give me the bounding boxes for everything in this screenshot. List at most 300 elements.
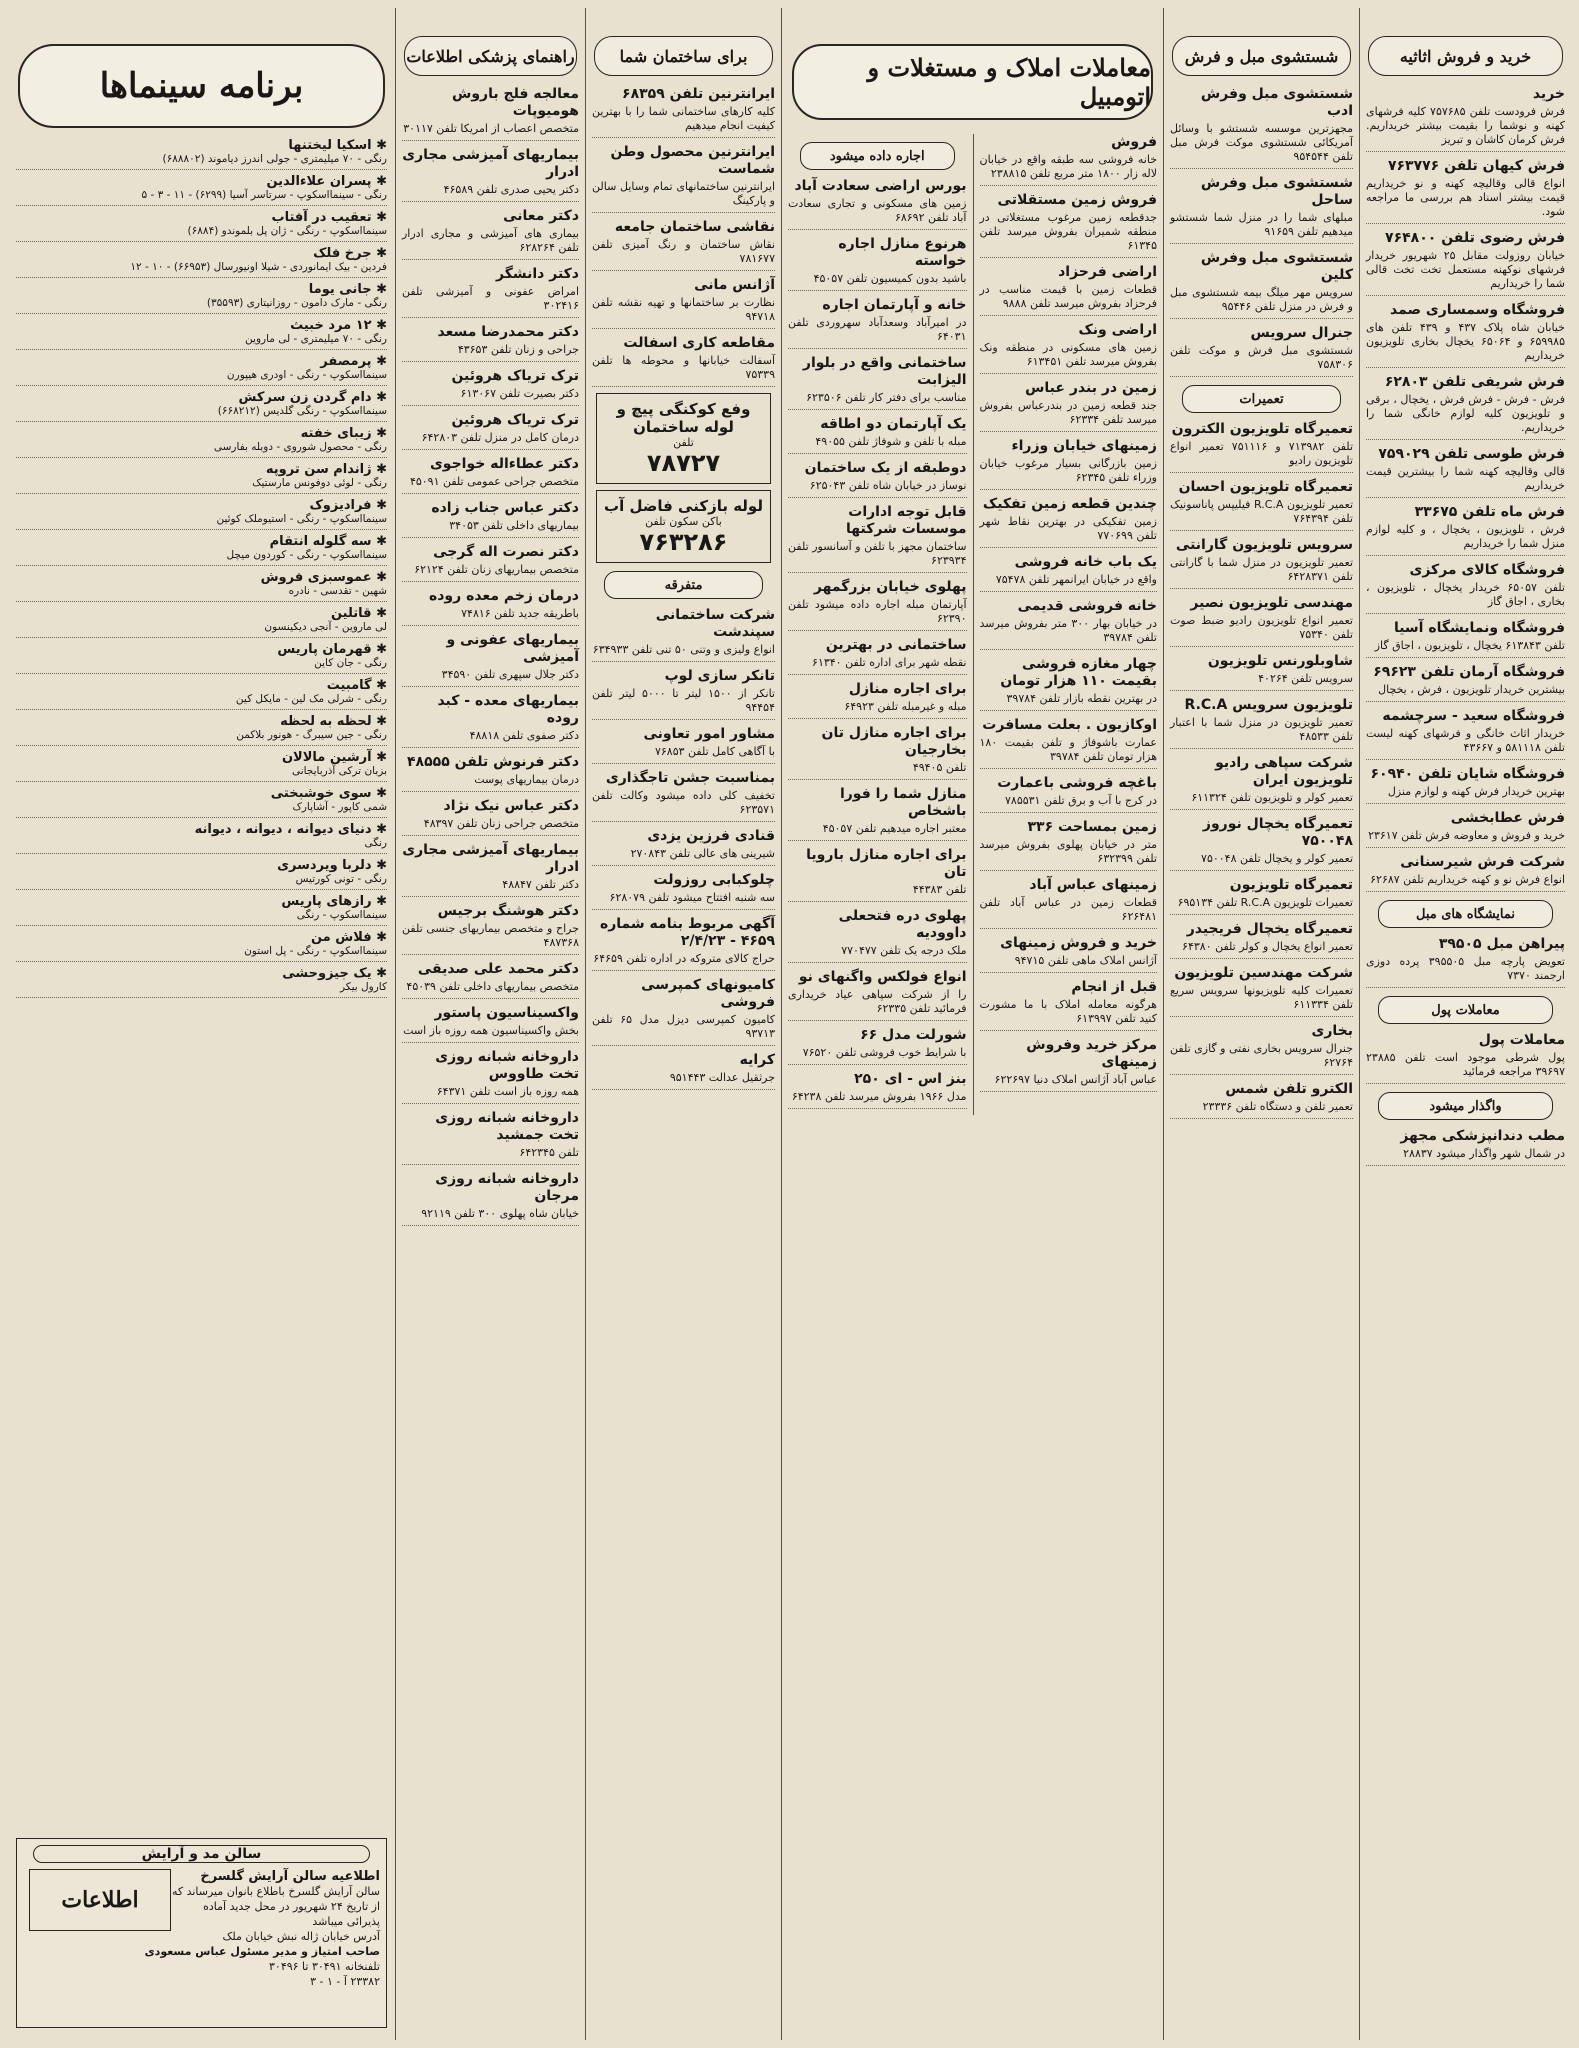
film-title: ✱ تعقیب در آفتاب [271,210,387,225]
classified-ad [402,1005,579,1043]
footer-code: ۲۳۳۸۲ آ - ۱ - ۳ [310,1975,380,1988]
film-title: ✱ فرادیزوک [309,498,387,513]
ad-text: فرش فرودست تلفن ۷۵۷۶۸۵ کلیه فرشهای کهنه و نوشما را بقیمت بیشتر خریداریم. فرش کرمان کاشان و تبریز [1366,105,1565,146]
ad-text: خانه فروشی سه طبقه واقع در خیابان لاله زار ۱۸۰۰ متر مربع تلفن ۲۳۸۸۱۵ [979,153,1157,180]
classified-ad [788,460,967,498]
film-details: رنگی - ۷۰ میلیمتری - جولی اندرز دیاموند (۶۸۸۸۰۲) [162,153,387,165]
classified-ad [592,828,775,866]
ad-title: فرش کیهان تلفن ۷۶۳۷۷۶ [1387,158,1565,174]
ad-text: انواع فرش نو و کهنه خریداریم تلفن ۶۲۶۸۷ [1370,873,1565,886]
classified-ad [592,726,775,764]
ad-title: فرش طوسی تلفن ۷۵۹۰۲۹ [1378,446,1565,462]
ad-title: تعمیرگاه یخچال فریجیدر [1186,921,1353,937]
ad-text: مبله با تلفن و شوفاژ تلفن ۴۹۰۵۵ [815,435,967,448]
classified-ad [1366,664,1565,702]
ad-list-pezeshki [400,86,581,1226]
ad-title: باغچه فروشی باعمارت [997,775,1157,791]
classified-ad [402,1171,579,1226]
ad-text: ساختمان مجهز با تلفن و آسانسور تلفن ۶۲۳۹۳۴ [788,540,967,567]
ad-title: تعمیرگاه تلویزیون احسان [1178,479,1353,495]
ad-title: یک باب خانه فروشی [1014,554,1157,570]
ad-text: زمین بازرگانی بسیار مرغوب خیابان وزراء تلفن ۶۲۳۴۵ [979,457,1157,484]
classified-ad [788,637,967,675]
ad-text: تعمیر کولر و یخچال تلفن ۷۵۰۰۴۸ [1201,852,1353,865]
boxed-ad-phone: ۷۶۳۲۸۶ [639,528,728,556]
classified-ad [402,208,579,260]
cinema-list [12,138,391,998]
classified-ad [1170,921,1353,959]
ad-text: را از شرکت سپاهی عیاد خریداری فرمائید تلفن ۶۲۳۳۵ [788,988,967,1015]
ad-text: پول شرطی موجود است تلفن ۲۳۸۸۵ ۳۹۶۹۷ مراجعه فرمائید [1366,1051,1565,1078]
classified-ad [1366,302,1565,368]
ad-text: تعمیر تلویزیون در منزل شما با گارانتی تلفن ۶۴۲۸۳۷۱ [1170,556,1353,583]
ad-list-amlak [973,134,1160,1115]
ad-text: فرش - فرش - فرش فرش ، یخچال ، برقی و تلویزیون کلیه لوازم خانگی شما را خریداریم. [1366,393,1565,434]
salon-address: آدرس خیابان ژاله نبش خیابان ملک [222,1930,380,1943]
film-details: سینمااسکوپ - رنگی گلدیس (۶۶۸۲۱۲) [217,405,387,417]
classified-ad [1170,421,1353,473]
classified-ad [592,86,775,138]
section-header-pool: معاملات پول [1378,996,1553,1024]
ad-title: زمین در بندر عباس [1025,380,1157,396]
cinema-listing [16,462,387,494]
ad-text: تخفیف کلی داده میشود وکالت تلفن ۶۲۳۵۷۱ [592,789,775,816]
ad-text: هرگونه معامله املاک با ما مشورت کنید تلفن ۶۱۳۹۹۷ [979,998,1157,1025]
ad-text: مبله و غیرمبله تلفن ۶۴۹۲۳ [844,700,967,713]
ad-title: چندین قطعه زمین تفکیک [982,496,1157,512]
ad-title: خانه فروشی قدیمی [1017,598,1157,614]
classified-ad [592,872,775,910]
salon-box [16,1838,387,2028]
ad-title: برای اجاره منازل تان بخارجیان [821,725,967,758]
ad-title: شستشوی مبل وفرش ساحل [1200,175,1353,208]
classified-ad [402,693,579,748]
section-header-sinema: برنامه سینماها [18,44,385,128]
ad-text: در شمال شهر واگذار میشود ۲۸۸۳۷ [1403,1147,1565,1160]
classified-ad [402,1049,579,1104]
salon-body: سالن آرایش گلسرخ باطلاع بانوان میرساند که از تاریخ ۲۴ شهریور در محل جدید آماده پذیرائی میباشد [171,1885,380,1928]
ad-title: جنرال سرویس [1250,325,1353,341]
ad-text: سرویس مهر میلگ بیمه شستشوی مبل و فرش در منزل تلفن ۹۵۴۴۶ [1170,286,1353,313]
cinema-listing [16,282,387,314]
ad-title: مهندسی تلویزیون نصیر [1190,595,1353,611]
ad-text: ملک درجه یک تلفن ۷۷۰۴۷۷ [841,944,967,957]
ad-title: واکسیناسیون پاستور [434,1005,579,1021]
classified-ad [592,335,775,387]
column-amlak [781,8,1163,2040]
ad-title: فروشگاه وسمساری صمد [1389,302,1565,318]
ad-title: دکتر محمدرضا مسعد [437,324,579,340]
ad-text: دکتر صفوی تلفن ۴۸۸۱۸ [469,729,579,742]
film-title: ✱ ۱۲ مرد خبیث [290,318,387,333]
cinema-listing [16,354,387,386]
cinema-listing [16,318,387,350]
ad-text: تعمیرات تلویزیون R.C.A تلفن ۶۹۵۱۳۴ [1177,896,1353,909]
classified-ad [980,1037,1158,1092]
ad-title: دکتر معانی [503,208,579,224]
classified-ad [1366,620,1565,658]
ad-text: متخصص جراحی زنان تلفن ۴۸۳۹۷ [423,817,579,830]
classified-ad [592,916,775,971]
classified-ad [402,903,579,955]
ad-title: تعمیرگاه یخچال نوروز ۷۵۰۰۴۸ [1202,816,1353,849]
classified-ad [980,935,1158,973]
ad-text: متخصص بیماریهای داخلی تلفن ۴۵۰۳۹ [406,980,579,993]
ad-title: الکترو تلفن شمس [1225,1081,1353,1097]
ad-title: اوکازیون . بعلت مسافرت [982,717,1157,733]
ad-title: دکتر هوشنگ برجیس [437,903,579,919]
ad-title: ایرانترنین تلفن ۶۸۳۵۹ [622,86,775,102]
classified-ad [980,134,1158,186]
ad-title: دکتر عباس جناب زاده [431,500,579,516]
ad-title: ترک تریاک هروئین [451,412,579,428]
cinema-listing [16,642,387,674]
ad-title: کامیونهای کمپرسی فروشی [641,977,775,1010]
ad-text: جرثقیل عدالت ۹۵۱۴۴۳ [669,1071,775,1084]
classified-ad [402,500,579,538]
ad-title: شستشوی مبل وفرش ادب [1200,86,1353,119]
classified-ad [1170,250,1353,319]
ad-text: بیماری های آمیزشی و مجاری ادرار تلفن ۶۲۸۲۶۴ [402,227,579,254]
film-title: ✱ ژاندام سن تروپه [265,462,387,477]
classified-ad [592,1052,775,1090]
cinema-listing [16,822,387,854]
classified-ad [788,681,967,719]
ad-text: آپارتمان مبله اجاره داده میشود تلفن ۶۲۳۹۰ [788,598,967,625]
section-header-tamirat: تعمیرات [1182,385,1341,413]
column-sinema [8,8,395,2040]
classified-ad [980,717,1158,769]
ad-title: اراضی ونک [1078,322,1157,338]
ad-text: خیابان روزولت مقابل ۲۵ شهریور خریدار فرشهای نوکهنه مستعمل تخت تخت قالی شما را خریداریم [1366,249,1565,290]
ad-text: تلفن ۴۹۴۰۵ [912,761,967,774]
classified-ad [402,754,579,792]
ad-list-sakhteman [590,86,777,387]
ad-title: فروشگاه ونمایشگاه آسیا [1393,620,1565,636]
ad-title: دکتر محمد علی صدیقی [417,961,579,977]
film-details: فردین - بیک ایمانوردی - شیلا اونیورسال (۶۶۹۵۳) - ۱۰ - ۱۲ [130,261,387,273]
ad-title: آژانس مانی [694,277,775,293]
ad-text: آژانس املاک ماهی تلفن ۹۴۷۱۵ [1014,954,1157,967]
classified-ad [788,178,967,230]
ad-title: ساختمانی در بهترین [825,637,967,653]
classified-ad [592,668,775,720]
film-details: سینمااسکوپ - رنگی - استیوملک کوئین [216,513,387,525]
ad-text: دکتر یحیی صدری تلفن ۴۶۵۸۹ [443,183,579,196]
ad-title: چهار مغازه فروشی بقیمت ۱۱۰ هزار تومان [1000,656,1157,689]
ad-list-namayesh [1364,936,1567,988]
classified-ad [592,219,775,271]
ad-text: متر در خیابان پهلوی بفروش میرسد تلفن ۶۳۲۳۹۹ [979,838,1157,865]
classified-ad [1170,877,1353,915]
ad-text: تلفن ۶۴۲۳۴۵ [519,1146,579,1159]
cinema-listing [16,174,387,206]
ad-title: هرنوع منازل اجاره خواسته [838,236,967,269]
ad-title: درمان زخم معده روده [428,588,579,604]
classified-ad [1366,374,1565,440]
ad-text: فرش ، تلویزیون ، یخچال ، و کلیه لوازم منزل شما را خریداریم [1366,523,1565,550]
classified-ad [1366,766,1565,804]
classified-ad [402,368,579,406]
cinema-listing [16,714,387,746]
ad-text: جراحی و زنان تلفن ۴۳۶۵۳ [457,343,579,356]
film-title: ✱ آرشین مالالان [281,750,387,765]
ad-text: خیابان شاه پهلوی ۳۰۰ تلفن ۹۲۱۱۹ [421,1207,579,1220]
film-details: رنگی - جان کاین [314,657,387,669]
ad-text: متخصص اعصاب از امریکا تلفن ۳۰۱۱۷ [403,122,579,135]
ad-title: فرش شریفی تلفن ۶۲۸۰۳ [1384,374,1565,390]
ad-title: ساختمانی واقع در بلوار الیزابت [802,355,967,388]
classified-ad [788,847,967,902]
ad-text: درمان بیماریهای پوست [474,773,579,786]
ad-title: کرایه [739,1052,775,1068]
ad-text: جراح و متخصص بیماریهای جنسی تلفن ۴۸۷۳۶۸ [402,922,579,949]
classified-ad [1170,479,1353,531]
ad-text: تلفن ۷۱۳۹۸۲ و ۷۵۱۱۱۶ تعمیر انواع تلویزیون رادیو [1170,440,1354,467]
ad-title: یک آپارتمان دو اطاقه [820,416,967,432]
cinema-listing [16,390,387,422]
ad-title: آگهی مربوط بنامه شماره ۴۶۵۹ - ۲/۴/۲۳ [599,916,775,949]
ad-text: تلفن ۶۱۳۸۴۳ یخچال ، تلویزیون ، اجاق گاز [1374,639,1565,652]
classified-ad [402,842,579,897]
newspaper-page [8,8,1571,2040]
film-title: ✱ سه گلوله انتقام [269,534,387,549]
ad-title: ترک تریاک هروئین [451,368,579,384]
ad-text: زمین تفکیکی در بهترین نقاط شهر تلفن ۷۷۰۶۹۹ [979,515,1157,542]
ad-title: تعمیرگاه تلویزیون الکترون [1171,421,1353,437]
publisher-line: صاحب امتیاز و مدیر مسئول عباس مسعودی [144,1945,380,1958]
cinema-listing [16,210,387,242]
ad-title: خرید و فروش زمینهای [1000,935,1157,951]
film-details: رنگی - لوئی دوفونس مارستیک [252,477,387,489]
ad-text: تعمیر انواع تلویزیون رادیو ضبط صوت تلفن ۷۵۳۴۰ [1170,614,1353,641]
classified-ad [1366,446,1565,498]
ad-text: با آگاهی کامل تلفن ۷۶۸۵۳ [654,745,775,758]
film-details: رنگی - ۷۰ میلیمتری - لی ماروین [245,333,387,345]
classified-ad [1170,653,1353,691]
ad-title: بورس اراضی سعادت آباد [794,178,967,194]
ad-text: مجهزترین موسسه شستشو با وسائل آمریکائی شستشوی موکت فرش مبل تلفن ۹۵۴۵۴۴ [1170,122,1353,163]
film-title: ✱ قهرمان پاریس [277,642,387,657]
ad-title: برای اجاره منازل بارویا تان [806,847,967,880]
classified-ad [1170,697,1353,749]
classified-ad [592,770,775,822]
classified-ad [1366,562,1565,614]
ad-title: فروشگاه سعید - سرچشمه [1382,708,1565,724]
section-header-amlak: معاملات املاک و مستغلات و اتومبیل [792,44,1153,120]
ad-title: نقاشی ساختمان جامعه [614,219,775,235]
ad-title: فرش ماه تلفن ۳۳۶۷۵ [1414,504,1565,520]
ad-text: انواع ولیزی و وتنی ۵۰ تنی تلفن ۶۳۴۹۳۳ [592,643,775,656]
ad-title: ایرانترنین محصول وطن شماست [610,144,775,177]
ad-title: شرکت ساختمانی سپندشت [655,607,775,640]
ad-text: قالی وقالیچه کهنه شما را بیشترین قیمت خریداریم [1366,465,1565,492]
ad-text: مبلهای شما را در منزل شما شستشو میدهیم تلفن ۹۱۶۵۹ [1170,211,1353,238]
ad-text: همه روزه باز است تلفن ۶۴۳۷۱ [436,1085,579,1098]
film-details: رنگی - تونی کورتیس [295,873,387,885]
ad-text: تعمیرات کلیه تلویزیونها سرویس سریع تلفن ۶۱۱۳۳۴ [1170,984,1353,1011]
ad-text: سه شنبه افتتاح میشود تلفن ۶۲۸۰۷۹ [609,891,775,904]
classified-ad [788,504,967,573]
classified-ad [1170,816,1353,871]
ad-title: داروخانه شبانه روزی مرجان [435,1171,579,1204]
classified-ad [980,775,1158,813]
classified-ad [1366,936,1565,988]
film-title: ✱ دنیای دیوانه ، دیوانه ، دیوانه [194,822,387,837]
film-details: سینمااسکوپ - رنگی - اودری هیپورن [226,369,387,381]
ad-title: بنز اس - ای ۲۵۰ [854,1071,967,1087]
ad-text: خریدار اثاث خانگی و فرشهای کهنه لیست تلفن ۵۸۱۱۱۸ و ۴۳۶۶۷ [1366,727,1565,754]
ad-text: بهترین خریدار فرش کهنه و لوازم منزل [1387,785,1565,798]
ad-title: مطب دندانپزشکی مجهز [1400,1128,1565,1144]
classified-ad [1366,504,1565,556]
cinema-listing [16,606,387,638]
column-sakhteman [585,8,781,2040]
ad-text: متخصص جراحی عمومی تلفن ۴۵۰۹۱ [409,475,579,488]
ad-title: بخاری [1311,1023,1353,1039]
cinema-listing [16,894,387,926]
film-title: ✱ پسران علاءالدین [266,174,387,189]
ad-title: فروش [1111,134,1157,150]
ad-text: واقع در خیابان ایرانمهر تلفن ۷۵۴۷۸ [995,573,1157,586]
boxed-ad-phone: ۷۸۷۲۷ [646,449,721,477]
ad-title: فروشگاه کالای مرکزی [1409,562,1565,578]
ad-text: تعمیر انواع یخچال و کولر تلفن ۶۴۳۸۰ [1182,940,1353,953]
ad-text: دکتر جلال سپهری تلفن ۳۴۵۹۰ [441,668,579,681]
classified-ad [402,798,579,836]
section-header-sakhteman: برای ساختمان شما [594,36,773,76]
film-details: رنگی - جین سیبرگ - هونور بلاکمن [236,729,387,741]
ad-text: در امیرآباد وسعدآباد سهروردی تلفن ۶۴۰۳۱ [788,316,967,343]
ad-title: منازل شما را فورا باشخاص [839,786,967,819]
classified-ad [402,147,579,202]
boxed-ad-pipe [596,393,771,484]
ad-text: تانکر از ۱۵۰۰ لیتر تا ۵۰۰۰ لیتر تلفن ۹۴۴۵۴ [592,687,775,714]
ad-title: قنادی فرزین یزدی [647,828,775,844]
ettelaat-logo: اطلاعات [29,1869,171,1931]
classified-ad [1366,810,1565,848]
ad-text: خیابان شاه پلاک ۴۳۷ و ۴۳۹ تلفن های ۶۵۹۹۸۵ و ۶۵۰۶۴ یخچال بخاری تلویزیون خریداریم [1366,321,1565,362]
section-header-namayesh: نمایشگاه های مبل [1378,900,1553,928]
ad-title: خانه و آپارتمان اجاره [822,297,967,313]
film-title: ✱ یک جیزوحشی [282,966,387,981]
ad-title: شاوبلورنس تلویزیون [1207,653,1353,669]
section-header-ejare: اجاره داده میشود [800,142,955,170]
film-title: ✱ رازهای پاریس [281,894,387,909]
ad-text: تعویض پارچه مبل ۳۹۵۵۰۵ پرده دوزی ارجمند ۷۳۷۰ [1366,955,1565,982]
film-title: ✱ اسکیا لیختنها [288,138,387,153]
ad-title: اراضی فرحزاد [1058,264,1157,280]
classified-ad [788,297,967,349]
ad-title: فروشگاه آرمان تلفن ۶۹۶۲۳ [1373,664,1565,680]
ad-text: قطعات زمین با قیمت مناسب در فرحزاد بفروش میرسد تلفن ۹۸۸۸ [979,283,1157,310]
film-title: ✱ زیبای خفته [300,426,387,441]
classified-ad [1366,230,1565,296]
ad-text: تلفن ۶۵۰۵۷ خریدار یخچال ، تلویزیون ، بخاری ، اجاق گاز [1366,581,1565,608]
ad-text: بخش واکسیناسیون همه روزه باز است [403,1024,579,1037]
ad-title: شورلت مدل ۶۶ [860,1027,967,1043]
classified-ad [1170,595,1353,647]
ad-text: تعمیر تلویزیون در منزل شما با اعتبار تلفن ۴۸۵۳۳ [1170,716,1353,743]
ad-text: تعمیر تلفن و دستگاه تلفن ۲۳۳۳۶ [1202,1100,1353,1113]
ad-text: درمان کامل در منزل تلفن ۶۴۲۸۰۳ [421,431,579,444]
ad-text: نقاش ساختمان و رنگ آمیزی تلفن ۷۸۱۶۷۷ [592,238,775,265]
film-details: سینمااسکوپ - رنگی - پل استون [244,945,387,957]
ad-text: انواع قالی وقالیچه کهنه و نو خریداریم قیمت بیشتر اسناد هم بررسی ما مراجعه شود. [1366,177,1565,218]
film-title: ✱ دام گردن زن سرکش [238,390,387,405]
boxed-ad-sub: باکن سکون تلفن [645,515,722,528]
classified-ad [980,380,1158,432]
classified-ad [1170,755,1353,810]
ad-title: پهلوی خیابان بزرگمهر [813,579,967,595]
ad-title: معاملات پول [1478,1032,1565,1048]
ad-title: پهلوی دره فتحعلی داوودیه [838,908,967,941]
ad-text: مدل ۱۹۶۶ بفروش میرسد تلفن ۶۴۲۳۸ [791,1090,967,1103]
film-title: ✱ جانی یوما [308,282,387,297]
classified-ad [980,979,1158,1031]
ad-text: نوساز در خیابان شاه تلفن ۶۲۵۰۴۳ [809,479,967,492]
classified-ad [788,1071,967,1109]
classified-ad [1170,537,1353,589]
classified-ad [788,236,967,291]
classified-ad [592,144,775,213]
film-details: رنگی - مارک دامون - روزانیتاری (۳۵۵۹۳) [206,297,387,309]
ad-title: فروشگاه شایان تلفن ۶۰۹۴۰ [1370,766,1565,782]
film-title: ✱ جرخ فلک [313,246,387,261]
ad-title: شستشوی مبل وفرش کلین [1200,250,1353,283]
cinema-listing [16,498,387,530]
film-details: سینمااسکوپ - رنگی - کوردون میچل [226,549,387,561]
classified-ad [402,632,579,687]
classified-ad [980,819,1158,871]
section-header-vagozari: واگذار میشود [1378,1092,1553,1120]
ad-title: دکتر نصرت اله گرجی [433,544,579,560]
cinema-listing [16,570,387,602]
ad-title: بیماریهای معده - کبد روده [437,693,579,726]
classified-ad [402,412,579,450]
film-details: شمی کاپور - آشاپارک [292,801,387,813]
ad-title: قابل توجه ادارات موسسات شرکتها [846,504,967,537]
classified-ad [402,266,579,318]
ad-title: دکتر فرنوش تلفن ۴۸۵۵۵ [407,754,579,770]
classified-ad [402,324,579,362]
ad-title: انواع فولکس واگنهای نو [798,969,967,985]
ad-title: چلوکبابی روزولت [653,872,775,888]
ad-text: تعمیر تلویزیون R.C.A فیلیپس پاناسونیک تلفن ۷۶۴۳۹۴ [1170,498,1354,525]
classified-ad [980,877,1158,929]
classified-ad [1366,708,1565,760]
film-title: ✱ لحظه به لحظه [280,714,387,729]
salon-header: سالن مد و آرایش [33,1845,370,1863]
classified-ad [592,977,775,1046]
ad-list-shostoshoo [1168,86,1355,377]
section-header-motefareghe: متفرقه [604,571,763,599]
section-header-shostoshoo: شستشوی مبل و فرش [1172,36,1351,76]
ad-text: زمین های مسکونی در منطقه ونک بفروش میرسد تلفن ۶۱۳۴۵۱ [979,341,1157,368]
section-header-pezeshki: راهنمای پزشکی اطلاعات [404,36,577,76]
film-details: رنگی [364,837,387,849]
film-title: ✱ گامبیت [326,678,387,693]
ad-title: شرکت مهندسین تلویزیون [1174,965,1353,981]
ad-text: حراج کالای متروکه در اداره تلفن ۶۴۶۵۹ [593,952,775,965]
classified-ad [980,656,1158,711]
ad-title: مرکز خرید وفروش زمینهای [1026,1037,1157,1070]
film-details: کارول بیکر [340,981,387,993]
cinema-listing [16,678,387,710]
ad-list-tamirat [1168,421,1355,1119]
classified-ad [1170,1023,1353,1075]
ad-text: معتبر اجاره میدهیم تلفن ۴۵۰۵۷ [822,822,967,835]
